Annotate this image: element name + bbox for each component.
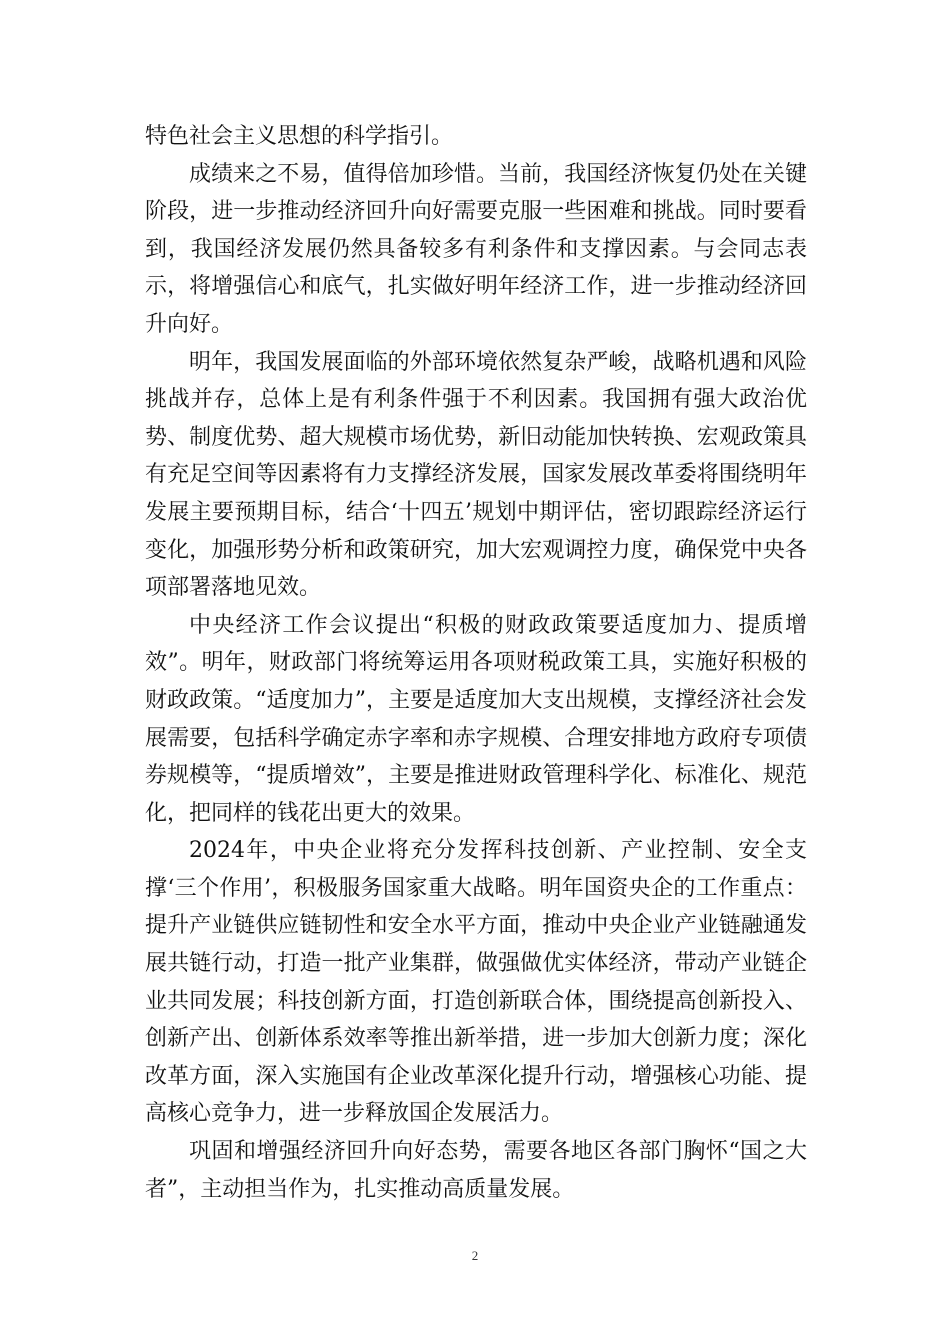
paragraph: 中央经济工作会议提出“积极的财政政策要适度加力、提质增效”。明年，财政部门将统筹运用各项财税政策工具，实施好积极的财政政策。“适度加力”，主要是适度加大支出规模，支撑经济社会发展需要，包括科学确定赤字率和赤字规模、合理安排地方政府专项债券规模等，“提质增效”，主要是推进财政管理科学化、标准化、规范化，把同样的钱花出更大的效果。 <box>145 612 807 826</box>
page-number: 2 <box>471 1248 479 1263</box>
paragraph: 2024年，中央企业将充分发挥科技创新、产业控制、安全支撑‘三个作用’，积极服务国家重大战略。明年国资央企的工作重点：提升产业链供应链韧性和安全水平方面，推动中央企业产业链融通发展共链行动，打造一批产业集群，做强做优实体经济，带动产业链企业共同发展；科技创新方面，打造创新联合体，围绕提高创新投入、创新产出、创新体系效率等推出新举措，进一步加大创新力度；深化改革方面，深入实施国有企业改革深化提升行动，增强核心功能、提高核心竞争力，进一步释放国企发展活力。 <box>145 838 807 1127</box>
paragraph: 成绩来之不易，值得倍加珍惜。当前，我国经济恢复仍处在关键阶段，进一步推动经济回升向好需要克服一些困难和挑战。同时要看到，我国经济发展仍然具备较多有利条件和支撑因素。与会同志表示，将增强信心和底气，扎实做好明年经济工作，进一步推动经济回升向好。 <box>145 161 807 337</box>
paragraph: 明年，我国发展面临的外部环境依然复杂严峻，战略机遇和风险挑战并存，总体上是有利条件强于不利因素。我国拥有强大政治优势、制度优势、超大规模市场优势，新旧动能加快转换、宏观政策具有充足空间等因素将有力支撑经济发展，国家发展改革委将围绕明年发展主要预期目标，结合‘十四五’规划中期评估，密切跟踪经济运行变化，加强形势分析和政策研究，加大宏观调控力度，确保党中央各项部署落地见效。 <box>145 349 807 601</box>
document-body <box>145 118 807 1208</box>
paragraph: 巩固和增强经济回升向好态势，需要各地区各部门胸怀“国之大者”，主动担当作为，扎实推动高质量发展。 <box>145 1139 807 1202</box>
paragraph-continued: 特色社会主义思想的科学指引。 <box>145 124 454 149</box>
